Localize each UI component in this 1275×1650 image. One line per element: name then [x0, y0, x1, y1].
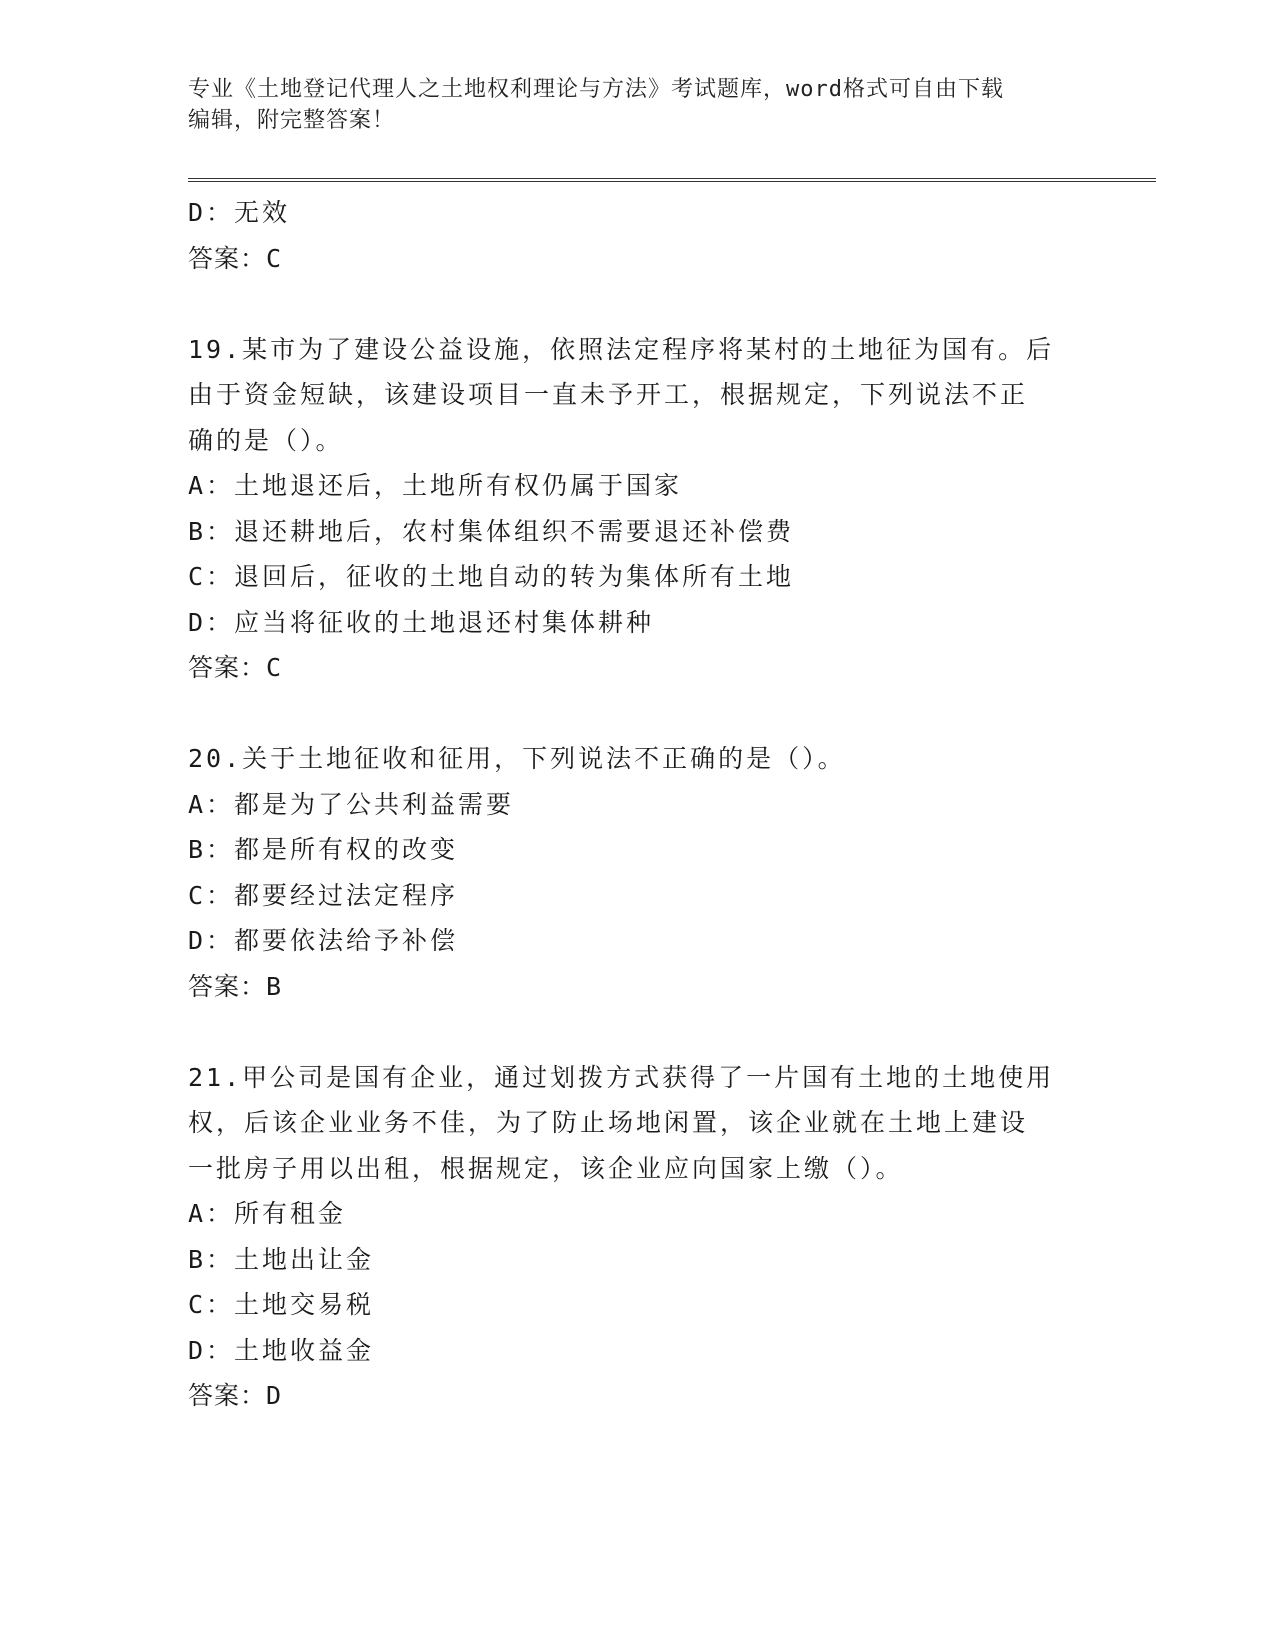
option-b: B：都是所有权的改变: [188, 835, 459, 864]
option-d: D：应当将征收的土地退还村集体耕种: [188, 607, 655, 637]
header-divider: [188, 178, 1156, 182]
question-stem-line: 权，后该企业业务不佳，为了防止场地闲置，该企业就在土地上建设: [188, 1108, 1029, 1137]
option-b: B：退还耕地后，农村集体组织不需要退还补偿费: [188, 516, 795, 546]
option-a: A：土地退还后，土地所有权仍属于国家: [188, 471, 683, 500]
spacer: [188, 691, 1088, 737]
option-d: D：都要依法给予补偿: [188, 926, 459, 955]
answer: 答案：D: [188, 1381, 283, 1410]
option-a: A：所有租金: [188, 1199, 347, 1228]
spacer: [188, 281, 1088, 327]
question-stem-line: 确的是（）。: [188, 425, 344, 455]
question-20: [188, 736, 1088, 1009]
question-19: [188, 327, 1088, 691]
question-21: [188, 1055, 1088, 1419]
question-content: [188, 190, 1088, 1419]
prev-option-d: D：无效: [188, 198, 291, 227]
question-stem-line: 一批房子用以出租，根据规定，该企业应向国家上缴（）。: [188, 1153, 904, 1183]
question-stem-line: 由于资金短缺，该建设项目一直未予开工，根据规定，下列说法不正: [188, 380, 1029, 409]
option-c: C：都要经过法定程序: [188, 880, 459, 910]
prev-answer: 答案：C: [188, 243, 283, 273]
question-stem-line: 19.某市为了建设公益设施，依照法定程序将某村的土地征为国有。后: [188, 334, 1055, 364]
header-line-1: 专业《土地登记代理人之土地权利理论与方法》考试题库，word格式可自由下载: [188, 77, 1004, 102]
option-c: C：退回后，征收的土地自动的转为集体所有土地: [188, 562, 795, 591]
option-d: D：土地收益金: [188, 1335, 375, 1365]
answer: 答案：B: [188, 971, 283, 1001]
page-header: [188, 74, 1068, 136]
spacer: [188, 1009, 1088, 1055]
header-line-2: 编辑，附完整答案！: [188, 108, 396, 133]
answer: 答案：C: [188, 653, 283, 682]
option-a: A：都是为了公共利益需要: [188, 789, 515, 819]
question-stem-line: 21.甲公司是国有企业，通过划拨方式获得了一片国有土地的土地使用: [188, 1062, 1055, 1092]
option-c: C：土地交易税: [188, 1290, 375, 1319]
question-stem-line: 20.关于土地征收和征用，下列说法不正确的是（）。: [188, 744, 846, 773]
option-b: B：土地出让金: [188, 1244, 375, 1274]
